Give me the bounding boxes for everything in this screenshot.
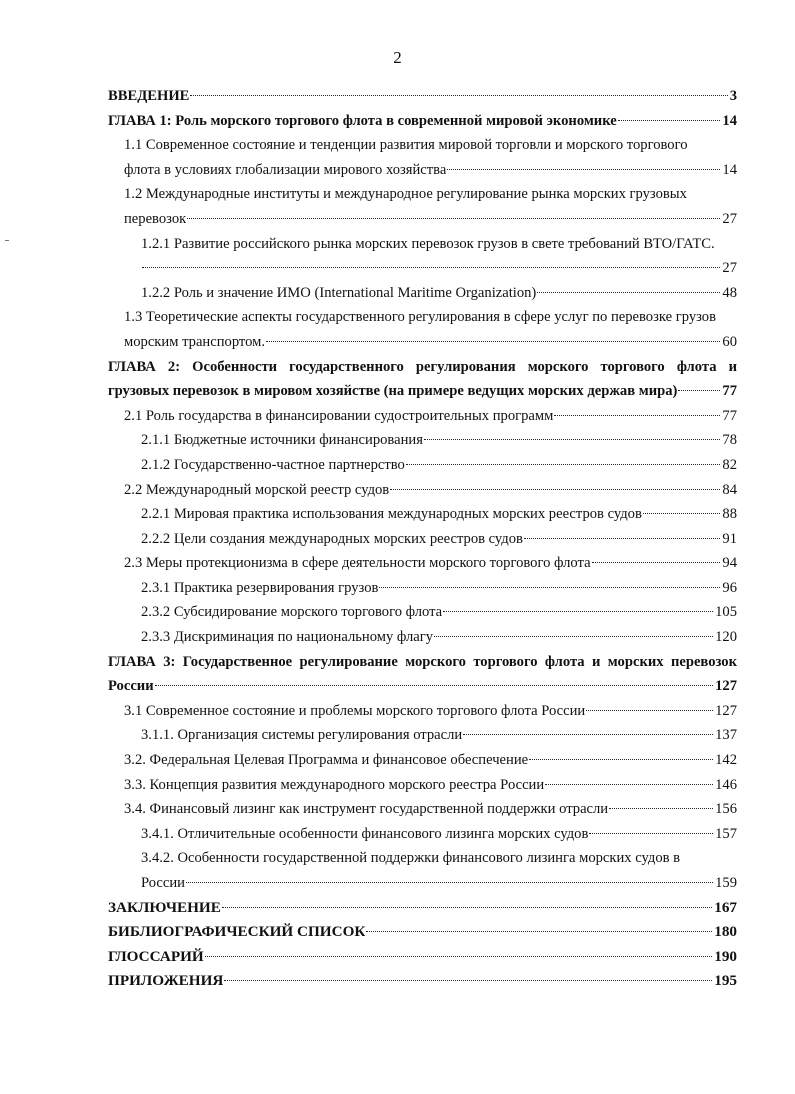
toc-entry-title: 3.1.1. Организация системы регулирования отрасли <box>141 727 463 744</box>
toc-entry-title-line1: ГЛАВА 3: Государственное регулирование морского торгового флота и морских перевозок <box>108 653 737 670</box>
dot-leader <box>379 587 720 588</box>
toc-entry-title: 3.4. Финансовый лизинг как инструмент государственной поддержки отрасли <box>124 801 609 818</box>
toc-entry-title: 2.1 Роль государства в финансировании судостроительных программ <box>124 407 554 424</box>
toc-entry-title-line1: 3.4.2. Особенности государственной поддержки финансового лизинга морских судов в <box>141 850 681 867</box>
toc-entry-3-3[interactable] <box>124 773 737 798</box>
toc-entry-3-2[interactable] <box>124 748 737 773</box>
toc-entry-title: 2.1.1 Бюджетные источники финансирования <box>141 432 423 449</box>
toc-entry-title-line2: перевозок <box>124 210 187 227</box>
dot-leader <box>643 513 721 514</box>
dot-leader <box>592 562 721 563</box>
toc-entry-conclusion[interactable] <box>108 896 737 921</box>
toc-entry-page: 142 <box>715 752 737 769</box>
toc-entry-title: ГЛОССАРИЙ <box>108 947 204 965</box>
toc-entry-page: 82 <box>722 456 737 473</box>
dot-leader <box>545 784 713 785</box>
toc-entry-2-1[interactable] <box>124 404 737 429</box>
toc-entry-chapter-1[interactable] <box>108 109 737 134</box>
toc-entry-title-line2: России <box>141 875 185 891</box>
toc-entry-page: 146 <box>715 776 737 793</box>
toc-entry-2-2-2[interactable] <box>141 527 737 552</box>
toc-entry-title: 2.2.2 Цели создания международных морских реестров судов <box>141 530 523 547</box>
dot-leader <box>678 390 720 391</box>
toc-entry-2-1-1[interactable] <box>141 428 737 453</box>
dot-leader <box>222 907 712 908</box>
toc-entry-title-line1: 1.2 Международные институты и международное регулирование рынка морских грузовых <box>124 186 687 203</box>
dot-leader <box>589 833 713 834</box>
toc-entry-title: 3.4.1. Отличительные особенности финансового лизинга морских судов <box>141 825 589 842</box>
toc-entry-page: 94 <box>722 555 737 572</box>
toc-entry-page: 127 <box>715 702 737 719</box>
toc-entry-title: 2.3.1 Практика резервирования грузов <box>141 579 379 596</box>
dot-leader <box>190 95 727 96</box>
toc-entry-title: БИБЛИОГРАФИЧЕСКИЙ СПИСОК <box>108 923 366 941</box>
toc-entry-bibliography[interactable] <box>108 920 737 945</box>
toc-entry-page: 127 <box>715 678 737 695</box>
toc-entry-1-1[interactable] <box>124 133 737 182</box>
dot-leader <box>224 980 712 981</box>
toc-entry-page: 105 <box>715 604 737 621</box>
dot-leader <box>434 636 713 637</box>
toc-entry-chapter-3[interactable] <box>108 650 737 699</box>
dot-leader <box>266 341 720 342</box>
dot-leader <box>205 956 712 957</box>
toc-entry-2-2[interactable] <box>124 478 737 503</box>
dot-leader <box>463 734 713 735</box>
toc-entry-page: 96 <box>722 579 737 596</box>
toc-entry-page: 137 <box>715 727 737 744</box>
toc-entry-title: 3.1 Современное состояние и проблемы морского торгового флота России <box>124 702 586 719</box>
toc-entry-1-2-1[interactable] <box>141 232 737 281</box>
toc-entry-title: 2.2 Международный морской реестр судов <box>124 481 390 498</box>
toc-entry-page: 77 <box>722 407 737 424</box>
toc-entry-appendices[interactable] <box>108 969 737 994</box>
toc-entry-title: 2.3 Меры протекционизма в сфере деятельности морского торгового флота <box>124 555 591 572</box>
toc-entry-2-3-1[interactable] <box>141 576 737 601</box>
toc-entry-1-2-2[interactable] <box>141 281 737 306</box>
toc-entry-2-2-1[interactable] <box>141 502 737 527</box>
toc-entry-2-1-2[interactable] <box>141 453 737 478</box>
toc-entry-page: 77 <box>722 383 737 400</box>
dot-leader <box>524 538 720 539</box>
toc-entry-page: 3 <box>729 88 737 104</box>
toc-entry-2-3-2[interactable] <box>141 600 737 625</box>
toc-entry-page: 14 <box>722 112 737 129</box>
toc-entry-glossary[interactable] <box>108 945 737 970</box>
dot-leader <box>554 415 720 416</box>
dot-leader <box>586 710 713 711</box>
toc-entry-page: 14 <box>722 161 737 178</box>
toc-entry-title: 2.2.1 Мировая практика использования международных морских реестров судов <box>141 506 642 523</box>
toc-entry-3-4[interactable] <box>124 797 737 822</box>
toc-entry-intro[interactable] <box>108 84 737 109</box>
toc-entry-1-2[interactable] <box>124 182 737 231</box>
toc-entry-title-line1: ГЛАВА 2: Особенности государственного регулирования морского торгового флота и <box>108 358 737 375</box>
page-number: 2 <box>393 48 402 67</box>
toc-entry-page: 190 <box>714 947 737 965</box>
toc-entry-page: 167 <box>714 898 737 916</box>
toc-entry-title-line2: грузовых перевозок в мировом хозяйстве (на примере ведущих морских держав мира) <box>108 383 678 400</box>
dot-leader <box>366 931 712 932</box>
toc-entry-title-line2: России <box>108 678 154 695</box>
toc-entry-page: 78 <box>722 432 737 449</box>
toc-entry-page: 91 <box>722 530 737 547</box>
dot-leader <box>187 218 720 219</box>
toc-entry-1-3[interactable] <box>124 305 737 354</box>
toc-entry-title-line1: 1.1 Современное состояние и тенденции развития мировой торговли и морского торгового <box>124 137 688 154</box>
dot-leader <box>390 489 720 490</box>
toc-entry-title: 2.3.3 Дискриминация по национальному флагу <box>141 629 434 646</box>
toc-entry-3-4-2[interactable] <box>141 846 737 895</box>
toc-entry-3-4-1[interactable] <box>141 822 737 847</box>
dot-leader <box>529 759 713 760</box>
toc-entry-page: 180 <box>714 923 737 941</box>
toc-entry-title: 3.3. Концепция развития международного морского реестра России <box>124 776 545 793</box>
toc-entry-page: 156 <box>715 801 737 818</box>
toc-entry-3-1[interactable] <box>124 699 737 724</box>
toc-entry-title: ПРИЛОЖЕНИЯ <box>108 972 224 990</box>
toc-entry-page: 157 <box>715 825 737 842</box>
toc-entry-3-1-1[interactable] <box>141 723 737 748</box>
dot-leader <box>447 169 720 170</box>
toc-entry-title: 2.3.2 Субсидирование морского торгового флота <box>141 604 443 621</box>
toc-entry-2-3-3[interactable] <box>141 625 737 650</box>
toc-entry-title: 1.2.2 Роль и значение ИМО (International Maritime Organization) <box>141 284 537 301</box>
toc-entry-title-line2: флота в условиях глобализации мирового хозяйства <box>124 161 447 178</box>
dot-leader <box>443 611 713 612</box>
toc-entry-page: 88 <box>722 506 737 523</box>
toc-entry-page: 159 <box>715 875 737 891</box>
toc-entry-title-line1: 1.3 Теоретические аспекты государственного регулирования в сфере услуг по перевозке грузов <box>124 309 716 326</box>
dot-leader <box>609 808 713 809</box>
toc-entry-title: 3.2. Федеральная Целевая Программа и финансовое обеспечение <box>124 752 529 769</box>
dot-leader <box>537 292 720 293</box>
scan-mark <box>5 240 9 241</box>
toc-entry-chapter-2[interactable] <box>108 355 737 404</box>
toc-entry-page: 27 <box>722 210 737 227</box>
toc-entry-page: 195 <box>714 972 737 990</box>
toc-entry-title: ГЛАВА 1: Роль морского торгового флота в современной мировой экономике <box>108 112 617 129</box>
toc-entry-page: 27 <box>722 260 737 277</box>
toc-entry-page: 84 <box>722 481 737 498</box>
toc-entry-page: 120 <box>715 629 737 646</box>
dot-leader <box>155 685 713 686</box>
dot-leader <box>186 882 713 883</box>
toc-entry-page: 48 <box>722 284 737 301</box>
table-of-contents <box>108 84 737 994</box>
toc-entry-title-line1: 1.2.1 Развитие российского рынка морских перевозок грузов в свете требований ВТО/ГАТС. <box>141 235 715 252</box>
dot-leader <box>142 267 720 268</box>
toc-entry-2-3[interactable] <box>124 551 737 576</box>
dot-leader <box>406 464 721 465</box>
toc-entry-page: 60 <box>722 333 737 350</box>
toc-entry-title: ВВЕДЕНИЕ <box>108 88 190 104</box>
dot-leader <box>618 120 721 121</box>
toc-entry-title: 2.1.2 Государственно-частное партнерство <box>141 456 405 473</box>
toc-entry-title-line2: морским транспортом. <box>124 333 266 350</box>
toc-entry-title: ЗАКЛЮЧЕНИЕ <box>108 898 221 916</box>
dot-leader <box>424 439 720 440</box>
